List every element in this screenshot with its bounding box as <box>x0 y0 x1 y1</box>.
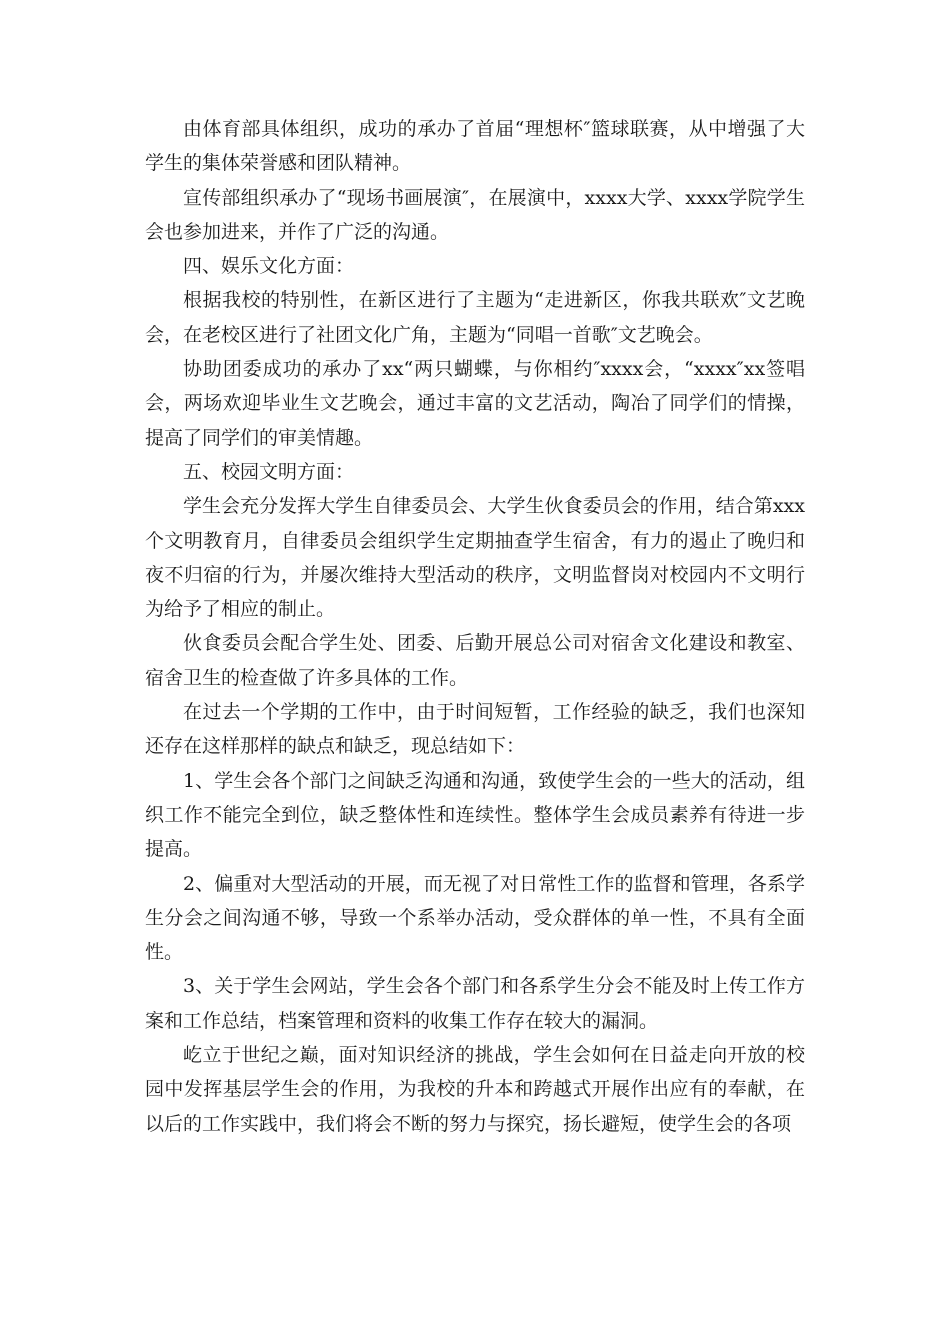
section-heading-entertainment: 四、娱乐文化方面： <box>183 255 355 278</box>
paragraph-food-committee: 伙食委员会配合学生处、团委、后勤开展总公司对宿舍文化建设和教室、宿舍卫生的检查做了许多具体的工作。 <box>145 632 805 689</box>
list-item-2: 2、偏重对大型活动的开展，而无视了对日常性工作的监督和管理，各系学生分会之间沟通不够，导致一个系举办活动，受众群体的单一性，不具有全面性。 <box>145 872 805 964</box>
paragraph-shortcomings-intro: 在过去一个学期的工作中，由于时间短暂，工作经验的缺乏，我们也深知还存在这样那样的缺点和缺乏，现总结如下： <box>145 701 805 758</box>
paragraph-publicity: 宣传部组织承办了“现场书画展演″，在展演中，xxxx大学、xxxx学院学生会也参加进来，并作了广泛的沟通。 <box>145 186 805 243</box>
section-heading-campus-civility: 五、校园文明方面： <box>183 460 355 483</box>
list-item-1: 1、学生会各个部门之间缺乏沟通和沟通，致使学生会的一些大的活动，组织工作不能完全到位，缺乏整体性和连续性。整体学生会成员素养有待进一步提高。 <box>145 769 805 861</box>
paragraph-self-discipline: 学生会充分发挥大学生自律委员会、大学生伙食委员会的作用，结合第xxx个文明教育月，自律委员会组织学生定期抽查学生宿舍，有力的遏止了晚归和夜不归宿的行为，并屡次维持大型活动的秩序，文明监督岗对校园内不文明行为给予了相应的制止。 <box>145 495 805 621</box>
list-item-3: 3、关于学生会网站，学生会各个部门和各系学生分会不能及时上传工作方案和工作总结，档案管理和资料的收集工作存在较大的漏洞。 <box>145 975 805 1032</box>
paragraph-outlook: 屹立于世纪之巅，面对知识经济的挑战，学生会如何在日益走向开放的校园中发挥基层学生会的作用，为我校的升本和跨越式开展作出应有的奉献，在以后的工作实践中，我们将会不断的努力与探究，扬长避短，使学生会的各项 <box>145 1044 805 1135</box>
paragraph-sports: 由体育部具体组织，成功的承办了首届“理想杯″篮球联赛，从中增强了大学生的集体荣誉感和团队精神。 <box>145 118 805 175</box>
document-body <box>145 112 805 1141</box>
paragraph-entertainment-evenings: 根据我校的特别性，在新区进行了主题为“走进新区，你我共联欢″文艺晚会，在老校区进行了社团文化广角，主题为“同唱一首歌″文艺晚会。 <box>145 289 805 346</box>
paragraph-youth-league: 协助团委成功的承办了xx“两只蝴蝶，与你相约″xxxx会，“xxxx″xx签唱会，两场欢迎毕业生文艺晚会，通过丰富的文艺活动，陶冶了同学们的情操，提高了同学们的审美情趣。 <box>145 358 805 449</box>
